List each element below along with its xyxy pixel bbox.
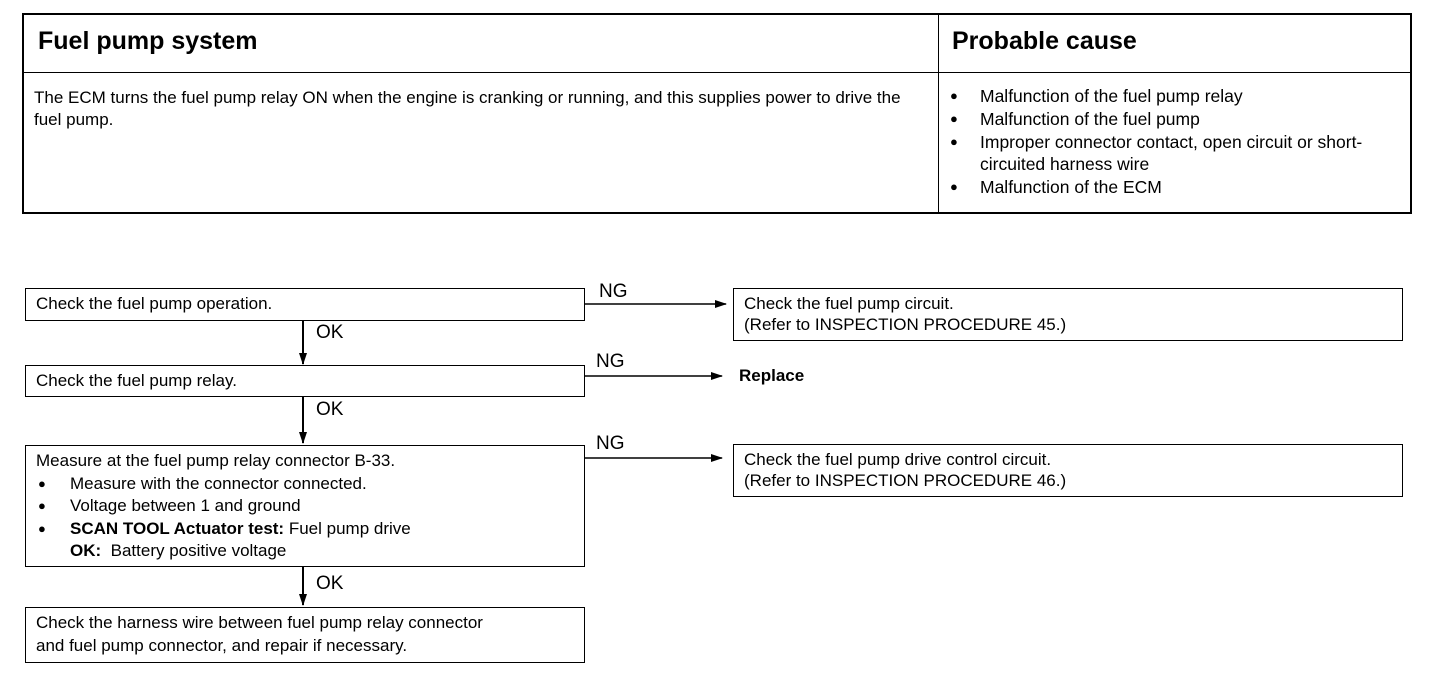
cause-item: ● Improper connector contact, open circuit or short-circuited harness wire (950, 131, 1405, 177)
cause-item: ● Malfunction of the fuel pump relay (950, 85, 1405, 108)
step-check-harness-wire (25, 607, 585, 663)
ng-label: NG (596, 351, 625, 372)
step-measure-relay-connector (25, 445, 585, 567)
ok-label: OK (316, 399, 344, 420)
step-text-line2: and fuel pump connector, and repair if necessary. (36, 635, 408, 655)
step-check-fuel-pump-relay (25, 365, 585, 397)
ng-label: NG (596, 433, 625, 454)
result-text: Check the fuel pump drive control circuit. (744, 450, 1052, 469)
condition-item: ● Voltage between 1 and ground (36, 495, 574, 518)
scan-tool-value: Fuel pump drive (288, 518, 411, 538)
condition-item: ● Measure with the connector connected. (36, 473, 574, 496)
condition-item (36, 518, 574, 541)
step-check-fuel-pump-operation (25, 288, 585, 321)
ok-criteria-label: OK: (70, 541, 102, 560)
ok-criteria-value: Battery positive voltage (110, 541, 287, 560)
step-text: Check the fuel pump operation. (36, 294, 273, 313)
result-reference: (Refer to INSPECTION PROCEDURE 46.) (744, 471, 1067, 490)
ok-criteria (36, 540, 574, 563)
ng-label: NG (599, 281, 628, 302)
cause-item: ● Malfunction of the ECM (950, 176, 1405, 199)
step-text: Check the fuel pump relay. (36, 371, 237, 390)
result-reference: (Refer to INSPECTION PROCEDURE 45.) (744, 315, 1067, 334)
step-title: Measure at the fuel pump relay connector B-33. (36, 451, 396, 470)
probable-cause-header: Probable cause (952, 27, 1137, 55)
cause-item: ● Malfunction of the fuel pump (950, 108, 1405, 131)
scan-tool-label: SCAN TOOL Actuator test: (70, 518, 285, 538)
ok-label: OK (316, 573, 344, 594)
result-fuel-pump-circuit (733, 288, 1403, 341)
system-description: The ECM turns the fuel pump relay ON when the engine is cranking or running, and this supplies power to drive the fuel pump. (34, 88, 901, 129)
measure-conditions (36, 473, 574, 541)
result-replace: Replace (739, 366, 805, 385)
result-text: Check the fuel pump circuit. (744, 294, 954, 313)
step-text-line1: Check the harness wire between fuel pump relay connector (36, 613, 483, 632)
system-header: Fuel pump system (38, 27, 258, 55)
result-drive-control-circuit (733, 444, 1403, 497)
ok-label: OK (316, 322, 344, 343)
